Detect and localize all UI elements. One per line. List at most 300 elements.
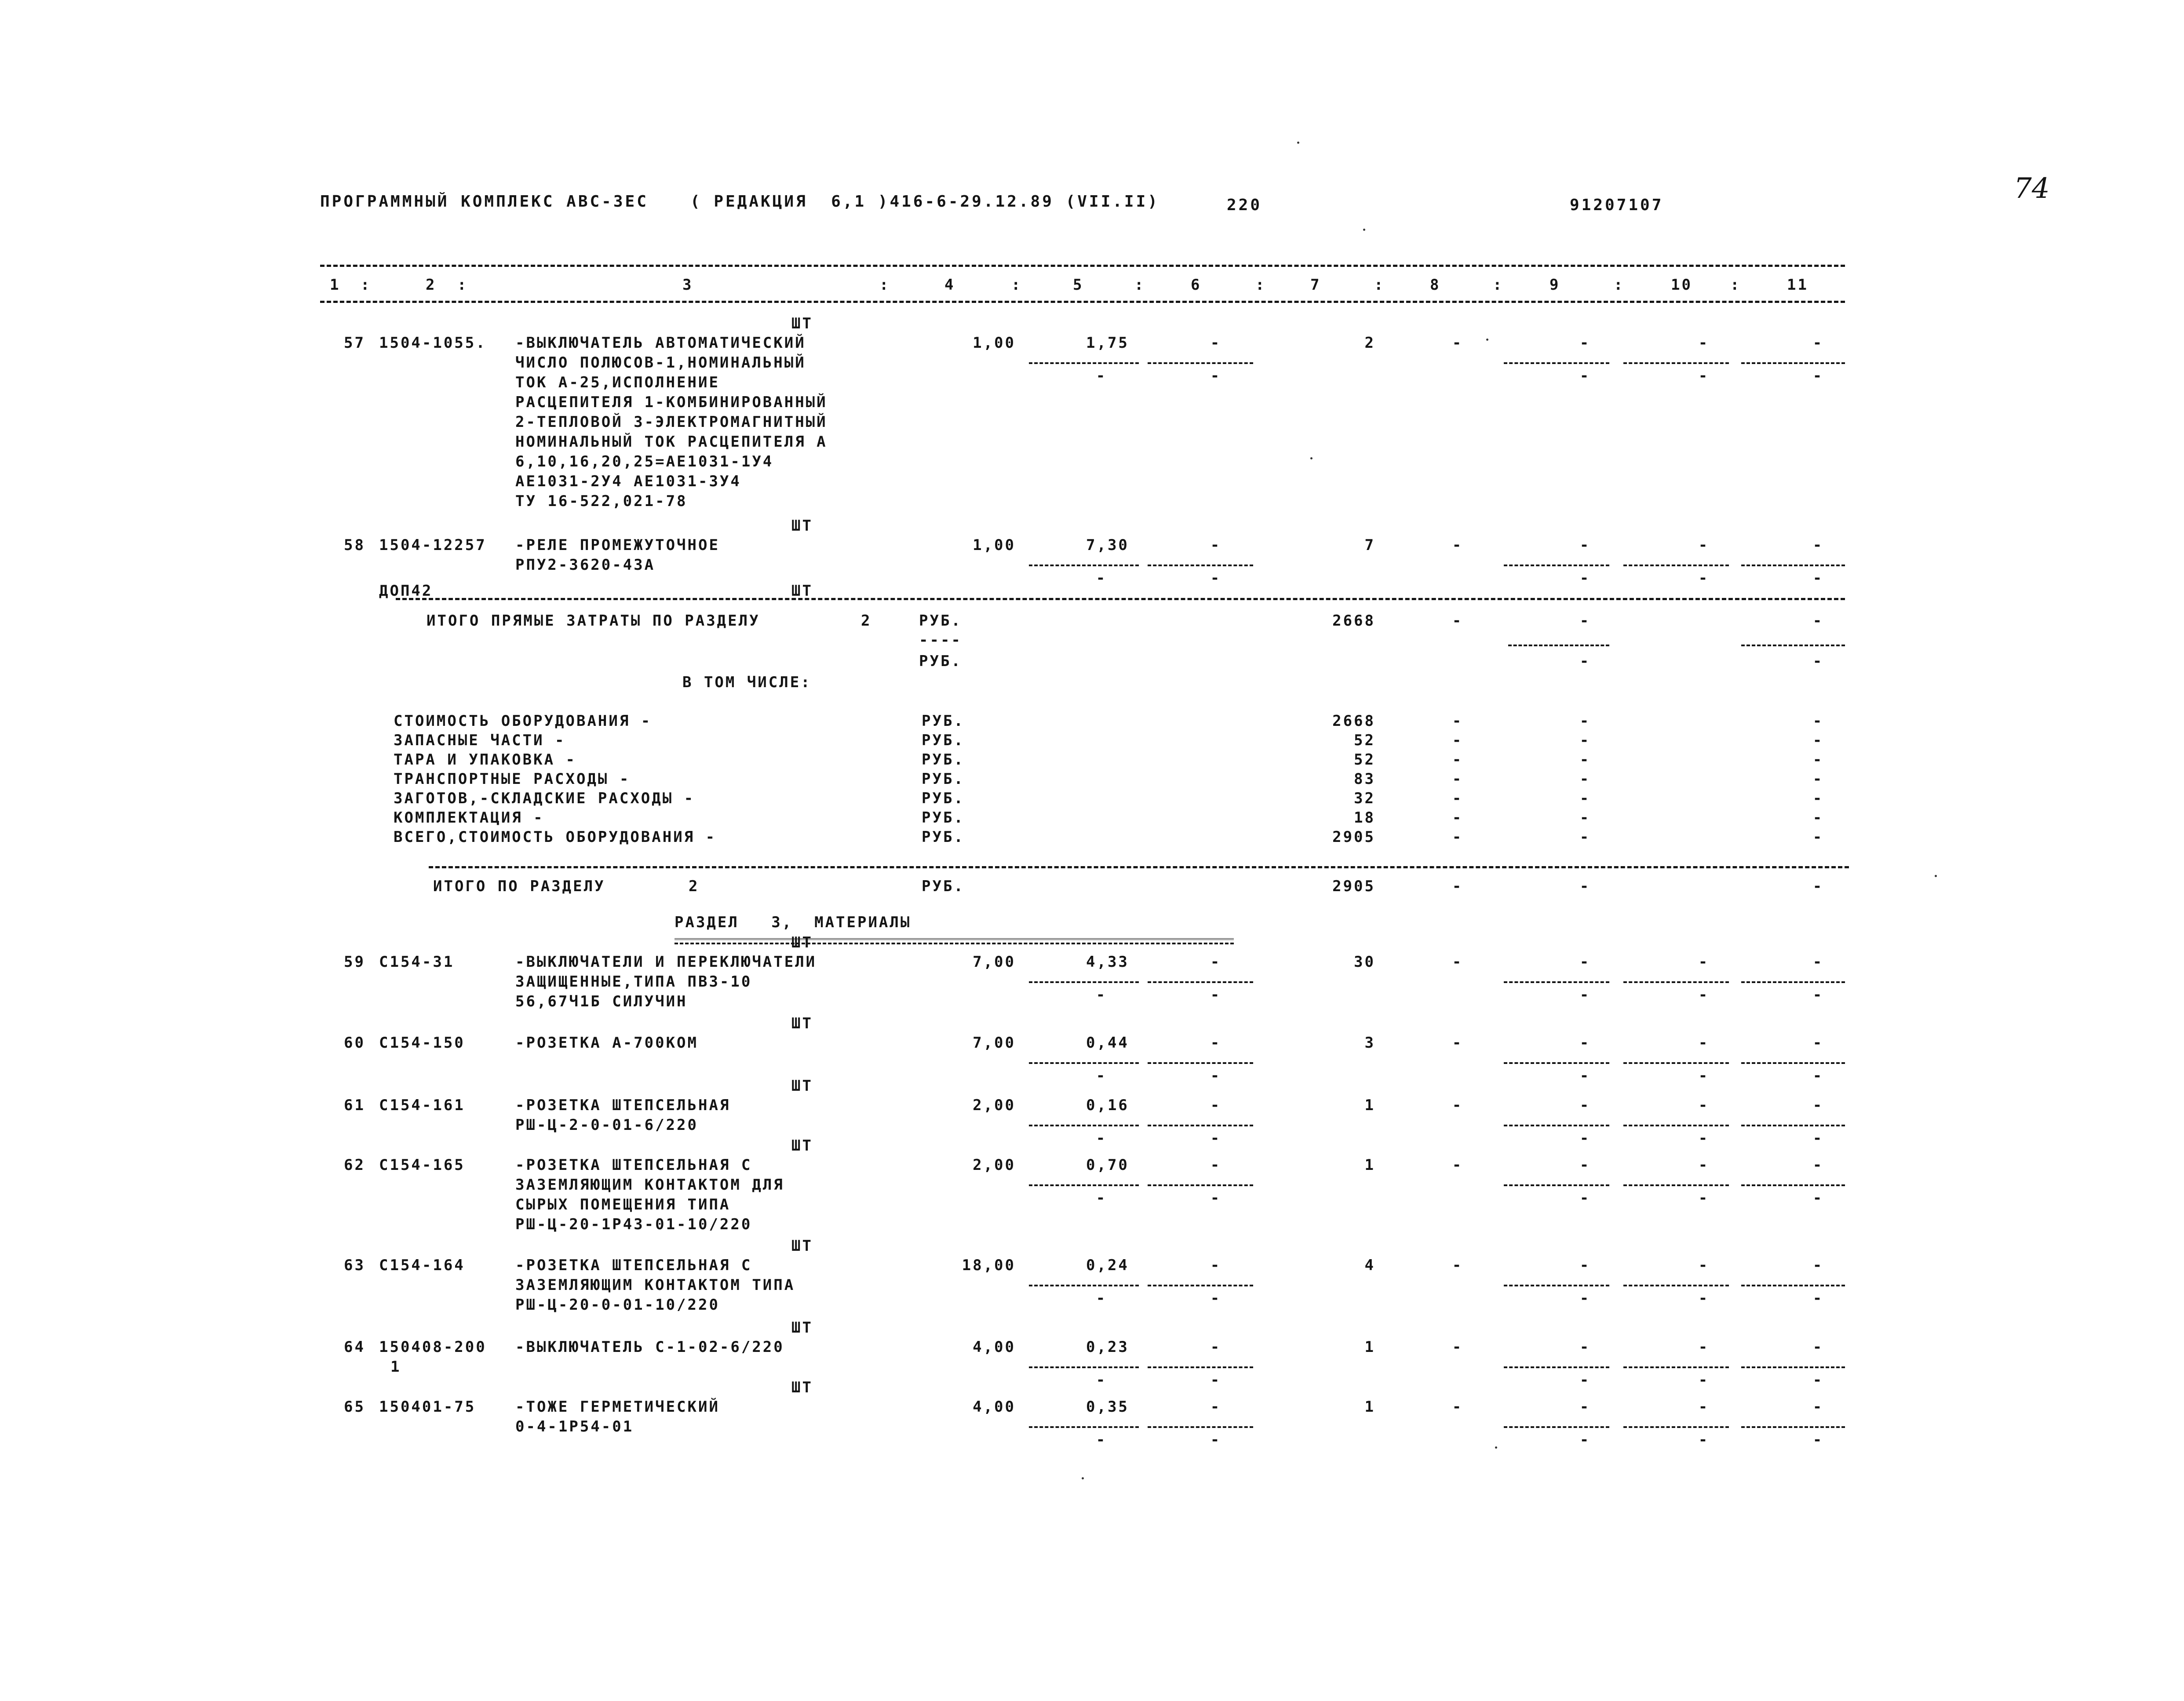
item-quantity: 4,00	[973, 1338, 1016, 1356]
unit-label: ШТ	[791, 315, 813, 332]
item-col9: -	[1579, 1034, 1591, 1052]
col10-rule	[1623, 565, 1729, 566]
item-col10: -	[1698, 1096, 1710, 1114]
price-rule	[1029, 1062, 1139, 1064]
section-3-underline	[675, 938, 1234, 944]
item-price: 0,16	[1086, 1096, 1129, 1114]
breakdown-col8: -	[1452, 732, 1463, 749]
column-separator: :	[457, 276, 468, 294]
item-quantity: 1,00	[973, 536, 1016, 554]
breakdown-col11: -	[1812, 732, 1824, 749]
item-col11-sub: -	[1812, 986, 1824, 1004]
section-total-col11: -	[1812, 878, 1824, 895]
item-code: С154-150	[379, 1034, 465, 1052]
subtotal-col9-rule	[1508, 645, 1609, 646]
item-col6: -	[1210, 1096, 1221, 1114]
item-total: 3	[1364, 1034, 1375, 1052]
item-description-line: -РЕЛЕ ПРОМЕЖУТОЧНОЕ	[515, 536, 720, 554]
item-price: 7,30	[1086, 536, 1129, 554]
subtotal-col11: -	[1812, 612, 1824, 630]
item-col11-sub: -	[1812, 1129, 1824, 1147]
item-col11-sub: -	[1812, 569, 1824, 587]
item-price-sub: -	[1096, 367, 1107, 385]
unit-label: ШТ	[791, 1077, 813, 1095]
item-code: С154-165	[379, 1156, 465, 1174]
column-header-rule	[320, 301, 1845, 303]
col9-rule	[1504, 981, 1609, 983]
item-col8: -	[1452, 334, 1463, 352]
column-separator: :	[361, 276, 372, 294]
breakdown-col8: -	[1452, 790, 1463, 807]
item-col10: -	[1698, 1156, 1710, 1174]
item-price: 0,23	[1086, 1338, 1129, 1356]
column-header-3: 3	[682, 276, 693, 294]
item-price: 0,35	[1086, 1398, 1129, 1416]
item-col6: -	[1210, 1338, 1221, 1356]
section-total-label: ИТОГО ПО РАЗДЕЛУ	[433, 878, 605, 895]
item-description-line: РШ-Ц-20-1Р43-01-10/220	[515, 1216, 752, 1233]
item-code: 150408-200	[379, 1338, 487, 1356]
item-total: 7	[1364, 536, 1375, 554]
item-col9-sub: -	[1579, 1431, 1591, 1449]
item-description-line: ТОК А-25,ИСПОЛНЕНИЕ	[515, 374, 720, 391]
item-col8: -	[1452, 1398, 1463, 1416]
item-col11: -	[1812, 1257, 1824, 1274]
item-col10: -	[1698, 953, 1710, 971]
item-quantity: 2,00	[973, 1156, 1016, 1174]
item-number: 58	[344, 536, 365, 554]
item-price: 0,44	[1086, 1034, 1129, 1052]
document-code: 91207107	[1570, 196, 1664, 214]
item-price-sub: -	[1096, 986, 1107, 1004]
item-col11: -	[1812, 1338, 1824, 1356]
breakdown-col8: -	[1452, 770, 1463, 788]
breakdown-col9: -	[1579, 751, 1591, 769]
item-description-line: РШ-Ц-2-0-01-6/220	[515, 1116, 698, 1134]
subtotal-col9: -	[1579, 612, 1591, 630]
column-separator: :	[879, 276, 890, 294]
item-col9: -	[1579, 1156, 1591, 1174]
column-separator: :	[1255, 276, 1266, 294]
breakdown-col11: -	[1812, 809, 1824, 827]
item-col11: -	[1812, 1034, 1824, 1052]
subtotal-col11-b: -	[1812, 652, 1824, 670]
column-separator: :	[1134, 276, 1145, 294]
item-number: 64	[344, 1338, 365, 1356]
item-description-line: РПУ2-3620-43А	[515, 556, 656, 574]
unit-label: ШТ	[791, 1379, 813, 1396]
scan-speck	[1486, 339, 1488, 341]
edition-label: ( РЕДАКЦИЯ 6,1 )416-6-29.12.89 (VII.II)	[690, 193, 1159, 211]
item-total: 1	[1364, 1156, 1375, 1174]
column-header-4: 4	[944, 276, 955, 294]
col11-rule	[1741, 1062, 1845, 1064]
item-col6-sub: -	[1210, 1371, 1221, 1389]
breakdown-unit: РУБ.	[922, 770, 965, 788]
item-price: 4,33	[1086, 953, 1129, 971]
unit-label: ШТ	[791, 1137, 813, 1155]
item-total: 1	[1364, 1398, 1375, 1416]
breakdown-col9: -	[1579, 828, 1591, 846]
item-col6-sub: -	[1210, 1189, 1221, 1207]
item-description-line: ЗАЗЕМЛЯЮЩИМ КОНТАКТОМ ТИПА	[515, 1276, 795, 1294]
section-total-col9: -	[1579, 878, 1591, 895]
item-description-line: НОМИНАЛЬНЫЙ ТОК РАСЦЕПИТЕЛЯ А	[515, 433, 828, 451]
item-number: 62	[344, 1156, 365, 1174]
item-col11: -	[1812, 953, 1824, 971]
col11-rule	[1741, 1184, 1845, 1186]
col11-rule	[1741, 565, 1845, 566]
item-price-sub: -	[1096, 1289, 1107, 1307]
item-col10-sub: -	[1698, 986, 1710, 1004]
col6-rule	[1148, 1062, 1253, 1064]
breakdown-label: СТОИМОСТЬ ОБОРУДОВАНИЯ -	[394, 712, 652, 730]
unit-label: ШТ	[791, 934, 813, 951]
item-number: 59	[344, 953, 365, 971]
col9-rule	[1504, 1285, 1609, 1286]
item-col9: -	[1579, 1257, 1591, 1274]
subtotal-col8: -	[1452, 612, 1463, 630]
col9-rule	[1504, 565, 1609, 566]
item-price-sub: -	[1096, 1431, 1107, 1449]
col11-rule	[1741, 981, 1845, 983]
item-description-line: 56,67Ч1Б СИЛУЧИН	[515, 993, 688, 1010]
item-col6: -	[1210, 1034, 1221, 1052]
program-title: ПРОГРАММНЫЙ КОМПЛЕКС АВС-ЗЕС	[320, 193, 649, 211]
column-header-6: 6	[1191, 276, 1202, 294]
item-col9-sub: -	[1579, 986, 1591, 1004]
breakdown-label: ВСЕГО,СТОИМОСТЬ ОБОРУДОВАНИЯ -	[394, 828, 717, 846]
subtotal-col9-b: -	[1579, 652, 1591, 670]
col6-rule	[1148, 1285, 1253, 1286]
item-price: 1,75	[1086, 334, 1129, 352]
item-col10-sub: -	[1698, 1289, 1710, 1307]
item-quantity: 4,00	[973, 1398, 1016, 1416]
item-number: 61	[344, 1096, 365, 1114]
column-header-5: 5	[1073, 276, 1084, 294]
item-total: 4	[1364, 1257, 1375, 1274]
breakdown-label: КОМПЛЕКТАЦИЯ -	[394, 809, 544, 827]
item-col11-sub: -	[1812, 1189, 1824, 1207]
column-header-9: 9	[1550, 276, 1561, 294]
breakdown-col8: -	[1452, 751, 1463, 769]
item-col6-sub: -	[1210, 986, 1221, 1004]
column-separator: :	[1493, 276, 1504, 294]
col10-rule	[1623, 981, 1729, 983]
item-col9: -	[1579, 1398, 1591, 1416]
breakdown-value: 18	[1354, 809, 1375, 827]
subtotal-direct-section: 2	[861, 612, 872, 630]
item-col8: -	[1452, 1034, 1463, 1052]
item-code: С154-31	[379, 953, 455, 971]
col6-rule	[1148, 1426, 1253, 1428]
item-col10: -	[1698, 1257, 1710, 1274]
section-total-section: 2	[689, 878, 700, 895]
col9-rule	[1504, 362, 1609, 364]
breakdown-col9: -	[1579, 809, 1591, 827]
item-description-line: -ВЫКЛЮЧАТЕЛИ И ПЕРЕКЛЮЧАТЕЛИ	[515, 953, 817, 971]
item-col11-sub: -	[1812, 1431, 1824, 1449]
item-quantity: 7,00	[973, 1034, 1016, 1052]
item-total: 1	[1364, 1096, 1375, 1114]
item-col9: -	[1579, 1096, 1591, 1114]
item-col9-sub: -	[1579, 1067, 1591, 1085]
col10-rule	[1623, 362, 1729, 364]
item-col9-sub: -	[1579, 1289, 1591, 1307]
col10-rule	[1623, 1285, 1729, 1286]
col11-rule	[1741, 1285, 1845, 1286]
breakdown-unit: РУБ.	[922, 809, 965, 827]
item-col10-sub: -	[1698, 1129, 1710, 1147]
col6-rule	[1148, 981, 1253, 983]
item-col6-sub: -	[1210, 569, 1221, 587]
breakdown-col8: -	[1452, 828, 1463, 846]
breakdown-label: ЗАГОТОВ,-СКЛАДСКИЕ РАСХОДЫ -	[394, 790, 695, 807]
column-separator: :	[1730, 276, 1741, 294]
item-col6: -	[1210, 1257, 1221, 1274]
item-col8: -	[1452, 536, 1463, 554]
col11-rule	[1741, 1366, 1845, 1368]
col9-rule	[1504, 1125, 1609, 1126]
item-col6: -	[1210, 953, 1221, 971]
item-col9: -	[1579, 334, 1591, 352]
item-description-line: 0-4-1Р54-01	[515, 1418, 634, 1435]
price-rule	[1029, 1366, 1139, 1368]
col6-rule	[1148, 362, 1253, 364]
breakdown-unit: РУБ.	[922, 751, 965, 769]
item-number: 60	[344, 1034, 365, 1052]
item-description-line: РАСЦЕПИТЕЛЯ 1-КОМБИНИРОВАННЫЙ	[515, 393, 828, 411]
item-code: 150401-75	[379, 1398, 476, 1416]
item-col8: -	[1452, 953, 1463, 971]
column-header-2: 2	[426, 276, 437, 294]
item-col11: -	[1812, 1096, 1824, 1114]
item-price-sub: -	[1096, 1067, 1107, 1085]
breakdown-value: 2668	[1332, 712, 1375, 730]
item-col10-sub: -	[1698, 1189, 1710, 1207]
breakdown-value: 32	[1354, 790, 1375, 807]
scan-speck	[1495, 1446, 1497, 1449]
col9-rule	[1504, 1366, 1609, 1368]
col9-rule	[1504, 1426, 1609, 1428]
breakdown-value: 52	[1354, 751, 1375, 769]
item-code: С154-164	[379, 1257, 465, 1274]
unit-label: ШТ	[791, 517, 813, 535]
column-header-7: 7	[1310, 276, 1321, 294]
item-col6: -	[1210, 536, 1221, 554]
scan-speck	[1310, 457, 1313, 459]
item-col6-sub: -	[1210, 1431, 1221, 1449]
item-price-sub: -	[1096, 1371, 1107, 1389]
page-number: 220	[1227, 196, 1262, 214]
column-header-8: 8	[1430, 276, 1441, 294]
item-code-suffix: 1	[390, 1358, 401, 1376]
item-description-line: РШ-Ц-20-0-01-10/220	[515, 1296, 720, 1314]
item-col10: -	[1698, 536, 1710, 554]
item-price: 0,70	[1086, 1156, 1129, 1174]
item-price-sub: -	[1096, 1129, 1107, 1147]
item-description-line: АЕ1031-2У4 АЕ1031-3У4	[515, 473, 741, 490]
section-total-value: 2905	[1332, 878, 1375, 895]
item-col10-sub: -	[1698, 1431, 1710, 1449]
price-rule	[1029, 981, 1139, 983]
item-col8: -	[1452, 1338, 1463, 1356]
subtotal-col11-rule	[1741, 645, 1845, 646]
col10-rule	[1623, 1366, 1729, 1368]
item-total: 1	[1364, 1338, 1375, 1356]
section-total-unit: РУБ.	[922, 878, 965, 895]
item-col10-sub: -	[1698, 1371, 1710, 1389]
scan-speck	[1363, 229, 1365, 231]
price-rule	[1029, 1184, 1139, 1186]
breakdown-unit: РУБ.	[922, 732, 965, 749]
item-code: 1504-1055.	[379, 334, 487, 352]
scan-speck	[1082, 1477, 1084, 1479]
item-number: 65	[344, 1398, 365, 1416]
col6-rule	[1148, 565, 1253, 566]
unit-label: ШТ	[791, 1015, 813, 1032]
breakdown-unit: РУБ.	[922, 712, 965, 730]
breakdown-unit: РУБ.	[922, 828, 965, 846]
breakdown-col9: -	[1579, 712, 1591, 730]
col6-rule	[1148, 1184, 1253, 1186]
col6-rule	[1148, 1366, 1253, 1368]
subtotal-rule	[396, 598, 1845, 600]
subtotal-direct-unit-dashes: ----	[919, 631, 962, 649]
column-header-1: 1	[330, 276, 341, 294]
item-note: ДОП42	[379, 582, 433, 600]
breakdown-col11: -	[1812, 790, 1824, 807]
col10-rule	[1623, 1426, 1729, 1428]
item-description-line: ТУ 16-522,021-78	[515, 492, 688, 510]
col11-rule	[1741, 1125, 1845, 1126]
breakdown-label: ТАРА И УПАКОВКА -	[394, 751, 576, 769]
unit-label: ШТ	[791, 582, 813, 600]
item-description-line: -ВЫКЛЮЧАТЕЛЬ АВТОМАТИЧЕСКИЙ	[515, 334, 806, 352]
item-col6-sub: -	[1210, 367, 1221, 385]
item-quantity: 1,00	[973, 334, 1016, 352]
section-total-col8: -	[1452, 878, 1463, 895]
item-col11: -	[1812, 334, 1824, 352]
item-col6: -	[1210, 1398, 1221, 1416]
item-col11-sub: -	[1812, 367, 1824, 385]
item-quantity: 2,00	[973, 1096, 1016, 1114]
subtotal-direct-total: 2668	[1332, 612, 1375, 630]
col11-rule	[1741, 362, 1845, 364]
item-description-line: 2-ТЕПЛОВОЙ 3-ЭЛЕКТРОМАГНИТНЫЙ	[515, 413, 828, 431]
item-description-line: -РОЗЕТКА ШТЕПСЕЛЬНАЯ	[515, 1096, 731, 1114]
breakdown-col11: -	[1812, 712, 1824, 730]
item-col10: -	[1698, 1398, 1710, 1416]
item-description-line: ЗАЗЕМЛЯЮЩИМ КОНТАКТОМ ДЛЯ	[515, 1176, 784, 1194]
col9-rule	[1504, 1062, 1609, 1064]
item-col9-sub: -	[1579, 1129, 1591, 1147]
item-col11: -	[1812, 1398, 1824, 1416]
item-col9-sub: -	[1579, 1371, 1591, 1389]
including-label: В ТОМ ЧИСЛЕ:	[682, 674, 812, 691]
item-price-sub: -	[1096, 1189, 1107, 1207]
item-number: 63	[344, 1257, 365, 1274]
item-number: 57	[344, 334, 365, 352]
item-col9: -	[1579, 536, 1591, 554]
breakdown-col9: -	[1579, 732, 1591, 749]
item-code: С154-161	[379, 1096, 465, 1114]
section-total-rule	[429, 866, 1849, 868]
breakdown-col11: -	[1812, 770, 1824, 788]
handwritten-page-number: 74	[2014, 172, 2050, 205]
breakdown-col8: -	[1452, 809, 1463, 827]
subtotal-direct-unit: РУБ.	[919, 612, 962, 630]
item-col11-sub: -	[1812, 1289, 1824, 1307]
breakdown-col11: -	[1812, 751, 1824, 769]
breakdown-col8: -	[1452, 712, 1463, 730]
column-separator: :	[1374, 276, 1385, 294]
breakdown-col11: -	[1812, 828, 1824, 846]
item-col11: -	[1812, 1156, 1824, 1174]
item-col11-sub: -	[1812, 1067, 1824, 1085]
item-col8: -	[1452, 1257, 1463, 1274]
subtotal-direct-unit-2: РУБ.	[919, 652, 962, 670]
price-rule	[1029, 1125, 1139, 1126]
item-description-line: -РОЗЕТКА ШТЕПСЕЛЬНАЯ С	[515, 1257, 752, 1274]
item-price: 0,24	[1086, 1257, 1129, 1274]
column-header-10: 10	[1671, 276, 1692, 294]
item-col6-sub: -	[1210, 1129, 1221, 1147]
item-description-line: -РОЗЕТКА А-700КОМ	[515, 1034, 698, 1052]
item-description-line: ЧИСЛО ПОЛЮСОВ-1,НОМИНАЛЬНЫЙ	[515, 354, 806, 372]
item-col9: -	[1579, 953, 1591, 971]
breakdown-value: 2905	[1332, 828, 1375, 846]
price-rule	[1029, 565, 1139, 566]
item-description-line: 6,10,16,20,25=АЕ1031-1У4	[515, 453, 774, 470]
breakdown-label: ЗАПАСНЫЕ ЧАСТИ -	[394, 732, 566, 749]
breakdown-col9: -	[1579, 790, 1591, 807]
item-col8: -	[1452, 1096, 1463, 1114]
col10-rule	[1623, 1125, 1729, 1126]
scan-speck	[1297, 142, 1299, 144]
col11-rule	[1741, 1426, 1845, 1428]
item-col10-sub: -	[1698, 569, 1710, 587]
item-description-line: СЫРЫХ ПОМЕЩЕНИЯ ТИПА	[515, 1196, 731, 1213]
item-col6-sub: -	[1210, 1067, 1221, 1085]
column-header-11: 11	[1787, 276, 1808, 294]
item-quantity: 7,00	[973, 953, 1016, 971]
item-col8: -	[1452, 1156, 1463, 1174]
item-col9-sub: -	[1579, 569, 1591, 587]
unit-label: ШТ	[791, 1237, 813, 1255]
breakdown-col9: -	[1579, 770, 1591, 788]
col10-rule	[1623, 1184, 1729, 1186]
item-price-sub: -	[1096, 569, 1107, 587]
item-description-line: -ВЫКЛЮЧАТЕЛЬ С-1-02-6/220	[515, 1338, 784, 1356]
column-separator: :	[1614, 276, 1625, 294]
col10-rule	[1623, 1062, 1729, 1064]
subtotal-direct-label: ИТОГО ПРЯМЫЕ ЗАТРАТЫ ПО РАЗДЕЛУ	[427, 612, 760, 630]
section-3-title: РАЗДЕЛ 3, МАТЕРИАЛЫ	[675, 914, 912, 931]
col9-rule	[1504, 1184, 1609, 1186]
price-rule	[1029, 362, 1139, 364]
item-col11: -	[1812, 536, 1824, 554]
price-rule	[1029, 1285, 1139, 1286]
item-code: 1504-12257	[379, 536, 487, 554]
item-quantity: 18,00	[962, 1257, 1016, 1274]
col6-rule	[1148, 1125, 1253, 1126]
item-col10: -	[1698, 1034, 1710, 1052]
breakdown-value: 52	[1354, 732, 1375, 749]
table-top-rule	[320, 265, 1845, 267]
item-col6-sub: -	[1210, 1289, 1221, 1307]
item-col10-sub: -	[1698, 1067, 1710, 1085]
